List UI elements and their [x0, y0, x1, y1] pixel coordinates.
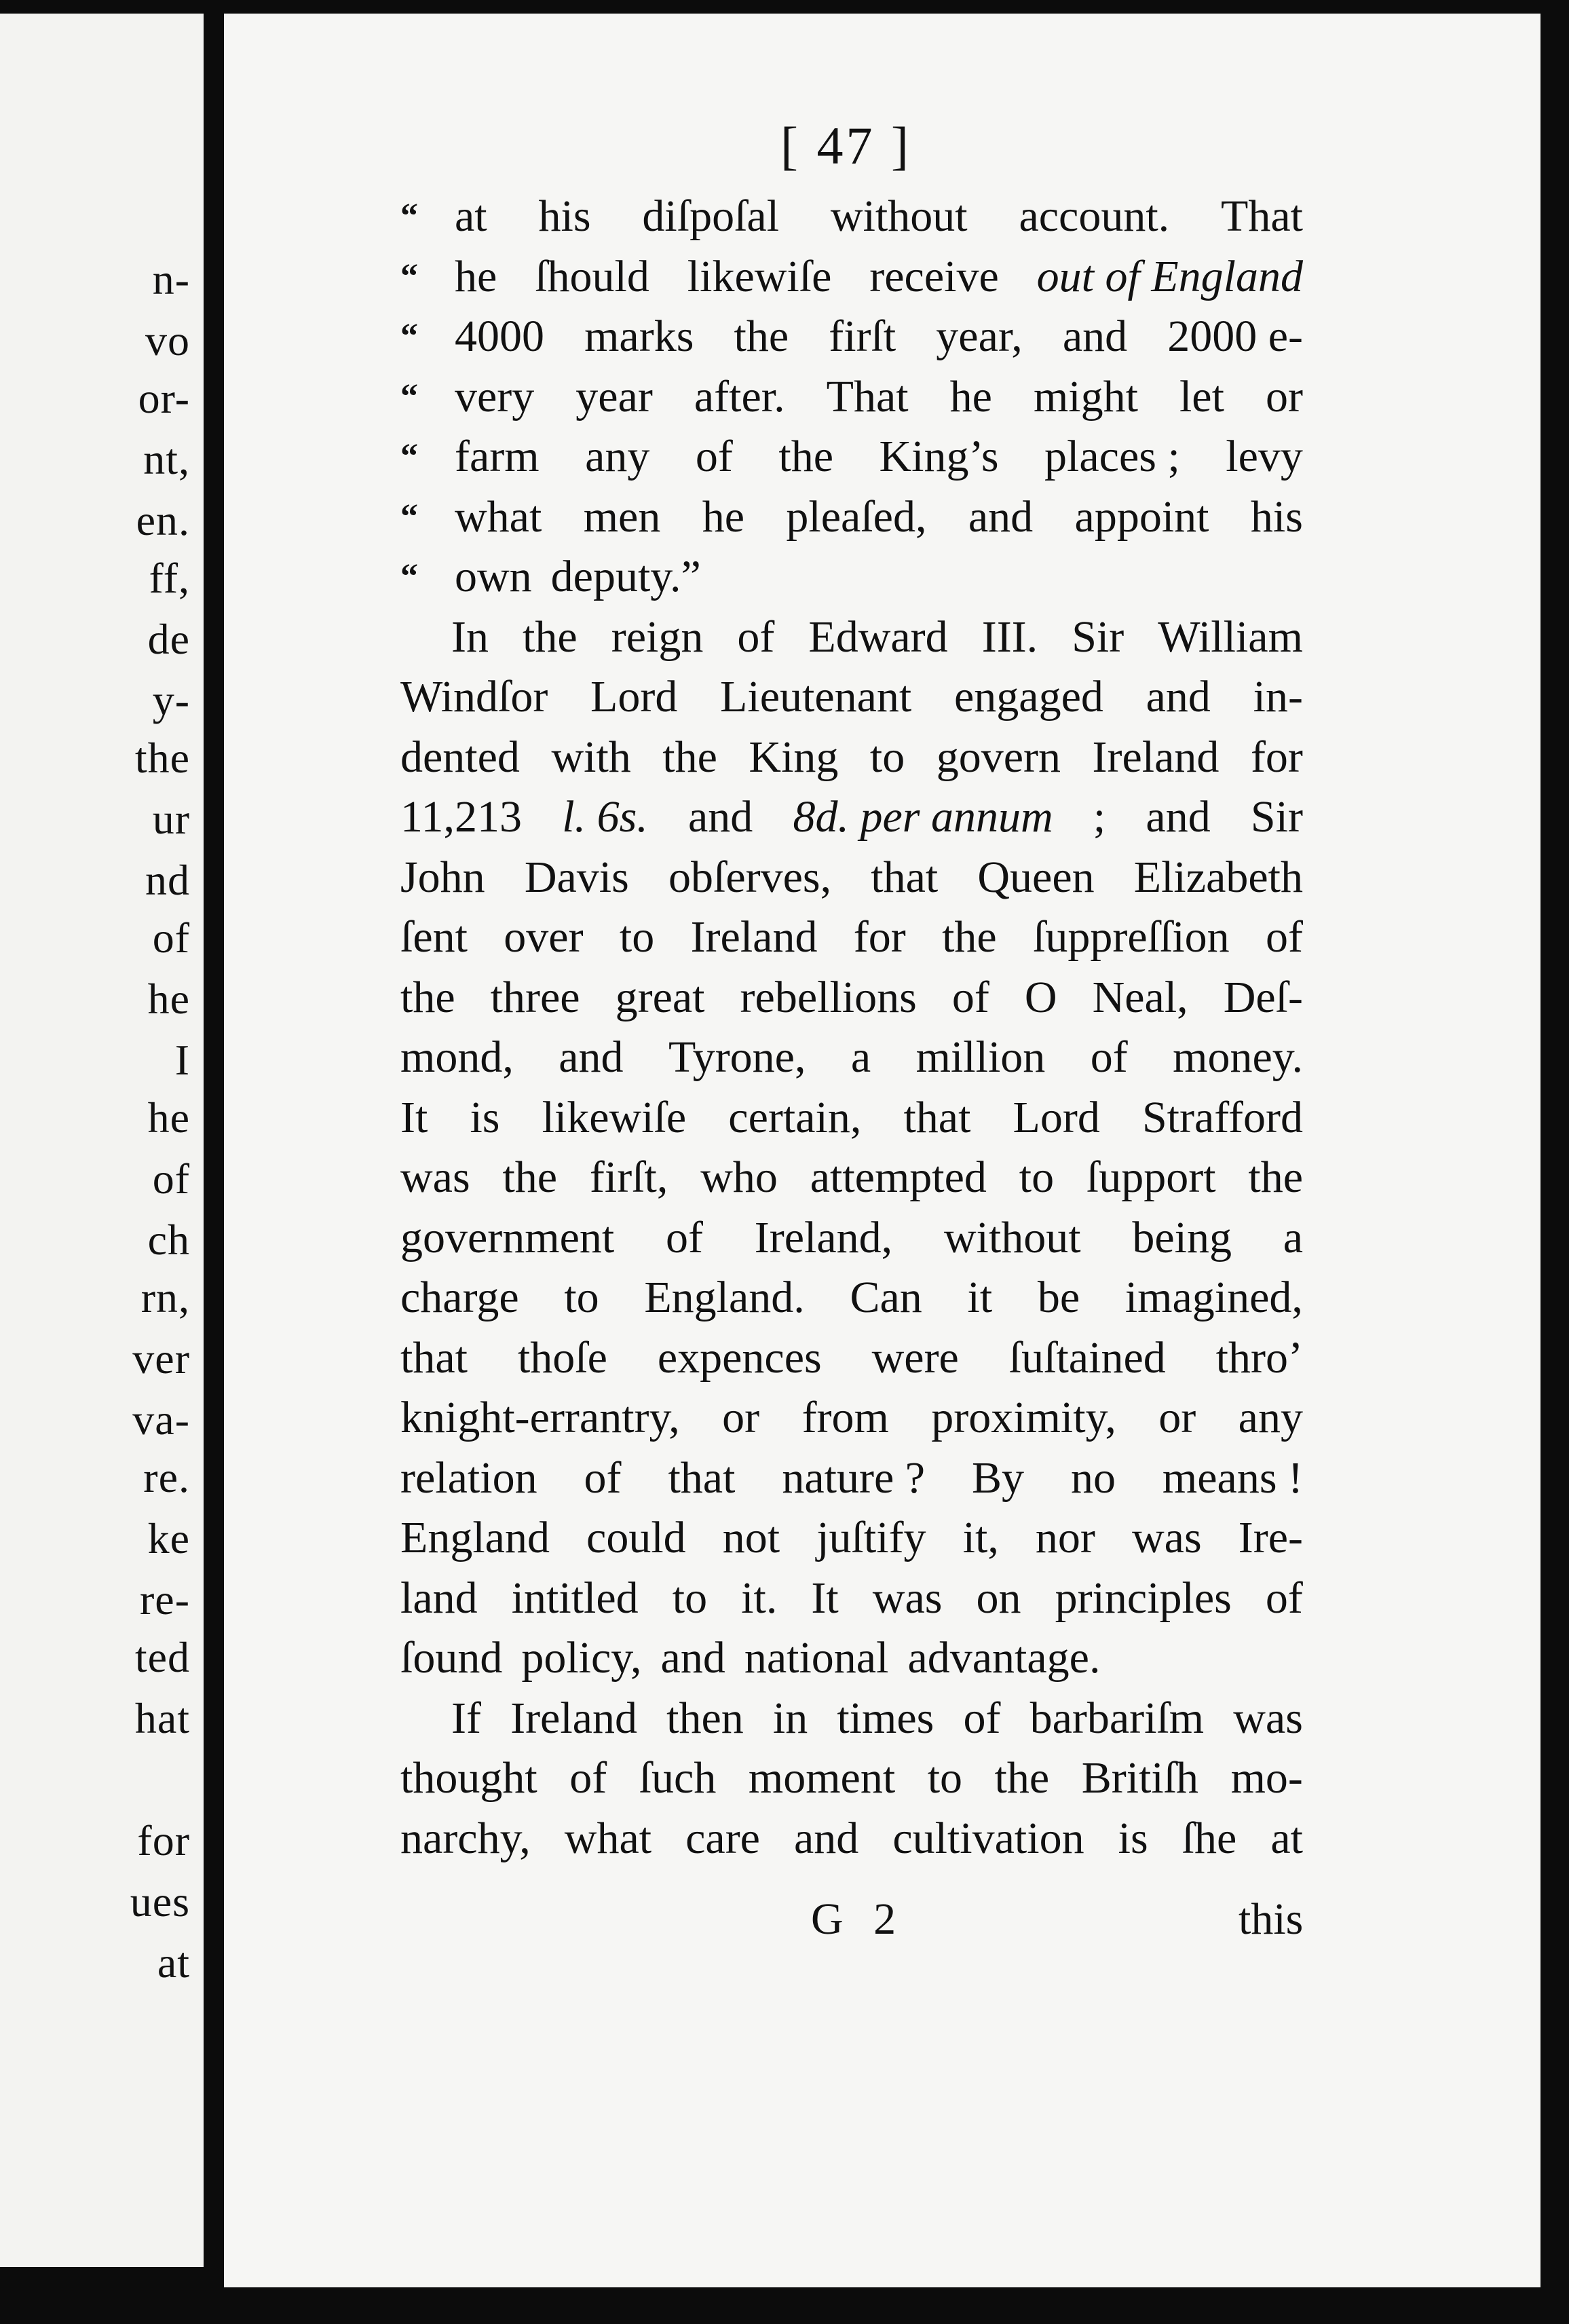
word: means ! — [1162, 1452, 1303, 1503]
word: in- — [1253, 672, 1303, 721]
word: nature ? — [782, 1452, 926, 1503]
word: that — [668, 1452, 736, 1503]
word: Ireland — [690, 912, 818, 962]
word: and — [1062, 312, 1128, 361]
word: mo- — [1230, 1753, 1303, 1803]
word: government — [400, 1212, 615, 1262]
word: the — [662, 732, 717, 782]
word: at — [455, 191, 487, 241]
left-page-fragment: rn, — [140, 1273, 190, 1322]
word: ; — [1093, 792, 1106, 842]
word: care — [685, 1813, 760, 1863]
text-line — [400, 907, 1303, 967]
text-line — [455, 247, 1303, 307]
text-line — [400, 1628, 1303, 1688]
left-page-fragment: de — [147, 615, 190, 663]
word: Windſor — [400, 672, 548, 721]
word: Lord — [1013, 1092, 1100, 1142]
word: of — [1266, 912, 1303, 962]
left-page-fragment: re. — [143, 1453, 190, 1501]
text-line — [451, 607, 1303, 667]
word: Neal, — [1092, 972, 1188, 1022]
word: no — [1070, 1452, 1116, 1503]
word: or — [722, 1393, 760, 1442]
word: to — [1019, 1152, 1055, 1202]
left-page-fragment: for — [137, 1816, 190, 1864]
word: three — [490, 972, 580, 1022]
word: King’s — [879, 432, 999, 481]
quote-mark: “ — [400, 377, 418, 416]
word: thoſe — [517, 1332, 607, 1383]
word: he — [949, 371, 992, 421]
word: O — [1024, 972, 1057, 1022]
word: his — [1250, 491, 1303, 542]
word: that — [400, 1332, 468, 1383]
word: ſuppreſſion — [1033, 912, 1230, 962]
word: any — [1238, 1393, 1303, 1442]
text-line — [400, 1208, 1303, 1268]
left-page-edge — [0, 14, 204, 2267]
word: with — [551, 732, 631, 782]
word: of — [695, 432, 733, 481]
word: marks — [584, 312, 694, 361]
word: times — [837, 1693, 934, 1743]
word: and — [1146, 792, 1211, 842]
word: knight-errantry, — [400, 1393, 680, 1442]
text-line — [400, 667, 1303, 727]
word: firſt, — [589, 1152, 668, 1202]
word: let — [1179, 371, 1224, 421]
word: ſhould — [535, 251, 649, 301]
word: of — [963, 1693, 1001, 1743]
left-page-fragment: ff, — [149, 554, 190, 602]
word: in — [772, 1693, 808, 1743]
word: without — [943, 1212, 1081, 1262]
word: the — [778, 432, 834, 481]
word: of — [666, 1212, 703, 1262]
word: land — [400, 1573, 478, 1623]
word: could — [586, 1513, 686, 1562]
word: III. — [981, 612, 1038, 662]
word: and — [794, 1813, 859, 1863]
word: his — [538, 191, 591, 241]
word: receive — [869, 251, 999, 301]
word: of — [737, 612, 775, 662]
word: million — [915, 1032, 1046, 1082]
page-number: [ 47 ] — [780, 116, 911, 175]
word: to — [927, 1753, 963, 1803]
word: for — [853, 912, 906, 962]
left-page-fragment: vo — [145, 316, 190, 364]
word: after. — [694, 371, 785, 421]
word: engaged — [953, 672, 1103, 721]
word: attempted — [810, 1152, 987, 1202]
word: 11,213 — [400, 792, 523, 842]
word: farm — [455, 432, 540, 481]
word: might — [1033, 371, 1138, 421]
word: By — [971, 1452, 1025, 1503]
word: England. — [644, 1273, 805, 1322]
left-page-fragment: ues — [130, 1877, 190, 1926]
word: Sir — [1072, 612, 1124, 662]
left-page-fragment: the — [134, 734, 190, 782]
word: places ; — [1044, 432, 1180, 481]
word: Sir — [1250, 792, 1303, 842]
word: and — [968, 491, 1034, 542]
text-line — [400, 1088, 1303, 1148]
word: Davis — [524, 852, 629, 902]
word: any — [585, 432, 650, 481]
left-page-fragment: ted — [134, 1633, 190, 1681]
word: 8d. per annum — [793, 792, 1053, 842]
quote-mark: “ — [400, 317, 418, 356]
left-page-fragment: of — [152, 1155, 190, 1203]
word: and — [660, 1633, 725, 1683]
word: on — [976, 1573, 1021, 1623]
word: obſerves, — [668, 852, 832, 902]
word: a — [1283, 1212, 1303, 1262]
word: Britiſh — [1081, 1753, 1199, 1803]
word: and — [688, 792, 753, 842]
word: proximity, — [931, 1393, 1116, 1442]
word: at — [1270, 1813, 1303, 1863]
word: govern — [936, 732, 1061, 782]
word: likewiſe — [542, 1092, 687, 1142]
word: the — [942, 912, 997, 962]
word: ſhe — [1182, 1813, 1237, 1863]
word: for — [1250, 732, 1303, 782]
text-line — [400, 1028, 1303, 1087]
word: to — [869, 732, 905, 782]
quote-mark: “ — [400, 197, 418, 236]
word: being — [1132, 1212, 1232, 1262]
text-line — [400, 1508, 1303, 1568]
word: Edward — [808, 612, 948, 662]
text-line — [455, 427, 1303, 487]
word: he — [702, 491, 745, 542]
word: account. — [1019, 191, 1170, 241]
left-page-fragment: ke — [147, 1514, 190, 1562]
word: Can — [850, 1273, 922, 1322]
word: the — [1248, 1152, 1303, 1202]
word: John — [400, 852, 485, 902]
word: thro’ — [1215, 1332, 1303, 1383]
word: the — [400, 972, 455, 1022]
text-line — [455, 487, 1303, 547]
left-page-fragment: y- — [152, 676, 190, 724]
word: not — [722, 1513, 780, 1562]
word: ſuch — [639, 1753, 717, 1803]
left-page-fragment: nd — [145, 856, 190, 904]
word: appoint — [1074, 491, 1209, 542]
word: barbariſm — [1029, 1693, 1205, 1743]
word: mond, — [400, 1032, 514, 1082]
word: or — [1265, 371, 1303, 421]
text-line — [400, 787, 1303, 847]
word: 4000 — [455, 312, 544, 361]
word: it, — [962, 1513, 999, 1562]
word: a — [850, 1032, 871, 1082]
word: policy, — [521, 1633, 642, 1683]
word: Ireland — [1092, 732, 1220, 782]
word: to — [672, 1573, 708, 1623]
word: and — [559, 1032, 624, 1082]
word: the — [994, 1753, 1050, 1803]
word: moment — [748, 1753, 896, 1803]
word: likewiſe — [687, 251, 832, 301]
word: of — [569, 1753, 607, 1803]
word: imagined, — [1124, 1273, 1303, 1322]
word: Queen — [977, 852, 1095, 902]
word: ſent — [400, 912, 468, 962]
word: Ire- — [1238, 1513, 1303, 1562]
text-line — [400, 1388, 1303, 1448]
word: England — [400, 1513, 550, 1562]
word: dented — [400, 732, 520, 782]
text-line — [455, 307, 1303, 367]
word: was — [872, 1573, 943, 1623]
word: rebellions — [740, 972, 917, 1022]
word: relation — [400, 1452, 537, 1503]
word: Lieutenant — [720, 672, 912, 721]
signature-mark: G 2 — [811, 1894, 906, 1944]
left-page-fragment: ver — [132, 1334, 190, 1383]
text-line — [400, 728, 1303, 787]
word: that — [871, 852, 939, 902]
quote-mark: “ — [400, 497, 418, 536]
word: narchy, — [400, 1813, 531, 1863]
word: juſtify — [816, 1513, 926, 1562]
word: intitled — [511, 1573, 639, 1623]
word: Lord — [590, 672, 678, 721]
word: the — [502, 1152, 558, 1202]
text-line — [400, 848, 1303, 907]
word: to — [619, 912, 655, 962]
text-line — [400, 1809, 1303, 1869]
word: reign — [611, 612, 704, 662]
word: William — [1158, 612, 1303, 662]
word: is — [470, 1092, 500, 1142]
word: charge — [400, 1273, 519, 1322]
quote-mark: “ — [400, 437, 418, 476]
word: the — [523, 612, 578, 662]
quote-mark: “ — [400, 557, 418, 596]
left-page-fragment: ur — [152, 795, 190, 843]
word: very — [455, 371, 535, 421]
word: That — [826, 371, 909, 421]
word: and — [1146, 672, 1211, 721]
text-line — [455, 547, 1303, 607]
word: King — [749, 732, 839, 782]
word: was — [400, 1152, 470, 1202]
text-line — [400, 1268, 1303, 1328]
left-page-fragment: he — [147, 1093, 190, 1142]
left-page-fragment: ch — [147, 1216, 190, 1264]
word: was — [1132, 1513, 1202, 1562]
text-line — [400, 1448, 1303, 1508]
word: that — [903, 1092, 971, 1142]
word: men — [583, 491, 661, 542]
word: It — [400, 1092, 428, 1142]
word: Tyrone, — [668, 1032, 806, 1082]
word: nor — [1035, 1513, 1095, 1562]
book-gutter — [204, 0, 224, 2324]
left-page-fragment: hat — [134, 1694, 190, 1742]
left-page-fragment: at — [157, 1938, 190, 1987]
word: of — [584, 1452, 622, 1503]
word: Deſ- — [1223, 972, 1303, 1022]
text-line — [400, 968, 1303, 1028]
word: If — [451, 1693, 481, 1743]
word: national — [744, 1633, 889, 1683]
word: firſt — [829, 312, 896, 361]
word: principles — [1055, 1573, 1232, 1623]
word: own — [455, 552, 532, 601]
word: diſpoſal — [642, 191, 780, 241]
left-page-fragment: he — [147, 975, 190, 1023]
left-page-fragment: va- — [132, 1395, 190, 1444]
word: It — [811, 1573, 839, 1623]
word: pleaſed, — [786, 491, 927, 542]
catchword: this — [1239, 1894, 1304, 1944]
word: of — [1090, 1032, 1128, 1082]
word: year — [575, 371, 653, 421]
left-page-fragment: re- — [139, 1575, 190, 1624]
word: Ireland, — [754, 1212, 893, 1262]
left-page-fragment: of — [152, 914, 190, 962]
left-page-fragment: nt, — [143, 435, 190, 483]
text-line — [455, 187, 1303, 246]
word: ſuſtained — [1008, 1332, 1166, 1383]
word: In — [451, 612, 489, 662]
word: advantage. — [907, 1633, 1101, 1683]
quote-mark: “ — [400, 257, 418, 296]
word: what — [564, 1813, 652, 1863]
word: it. — [741, 1573, 778, 1623]
word: is — [1118, 1813, 1148, 1863]
word: money. — [1173, 1032, 1303, 1082]
left-page-fragment: en. — [136, 496, 190, 544]
word: were — [871, 1332, 959, 1383]
word: the — [734, 312, 789, 361]
word: l. 6s. — [562, 792, 648, 842]
word: year, — [936, 312, 1023, 361]
word: Strafford — [1141, 1092, 1303, 1142]
text-line — [451, 1689, 1303, 1748]
word: to — [564, 1273, 599, 1322]
text-line — [400, 1148, 1303, 1207]
word: ſound — [400, 1633, 503, 1683]
word: or — [1158, 1393, 1196, 1442]
text-line — [400, 1328, 1303, 1388]
word: great — [615, 972, 705, 1022]
word: without — [830, 191, 968, 241]
text-line — [400, 1748, 1303, 1808]
word: cultivation — [892, 1813, 1084, 1863]
word: over — [504, 912, 584, 962]
word: Elizabeth — [1133, 852, 1303, 902]
left-page-fragment: or- — [138, 374, 190, 422]
word: then — [666, 1693, 744, 1743]
word: 2000 e- — [1167, 312, 1303, 361]
word: certain, — [728, 1092, 862, 1142]
word: of — [951, 972, 989, 1022]
word: deputy.” — [550, 552, 701, 601]
word: he — [455, 251, 497, 301]
word: be — [1037, 1273, 1080, 1322]
word: Ireland — [510, 1693, 637, 1743]
word: from — [801, 1393, 889, 1442]
word: what — [455, 491, 542, 542]
word: levy — [1226, 432, 1303, 481]
left-page-fragment: I — [174, 1036, 190, 1084]
word: out of England — [1036, 251, 1303, 301]
word: thought — [400, 1753, 537, 1803]
left-page-fragment: n- — [152, 255, 190, 303]
word: of — [1265, 1573, 1303, 1623]
text-line — [455, 367, 1303, 427]
word: who — [700, 1152, 778, 1202]
word: That — [1221, 191, 1303, 241]
word: ſupport — [1086, 1152, 1216, 1202]
text-line — [400, 1569, 1303, 1628]
word: expences — [657, 1332, 822, 1383]
word: it — [967, 1273, 993, 1322]
word: was — [1233, 1693, 1303, 1743]
